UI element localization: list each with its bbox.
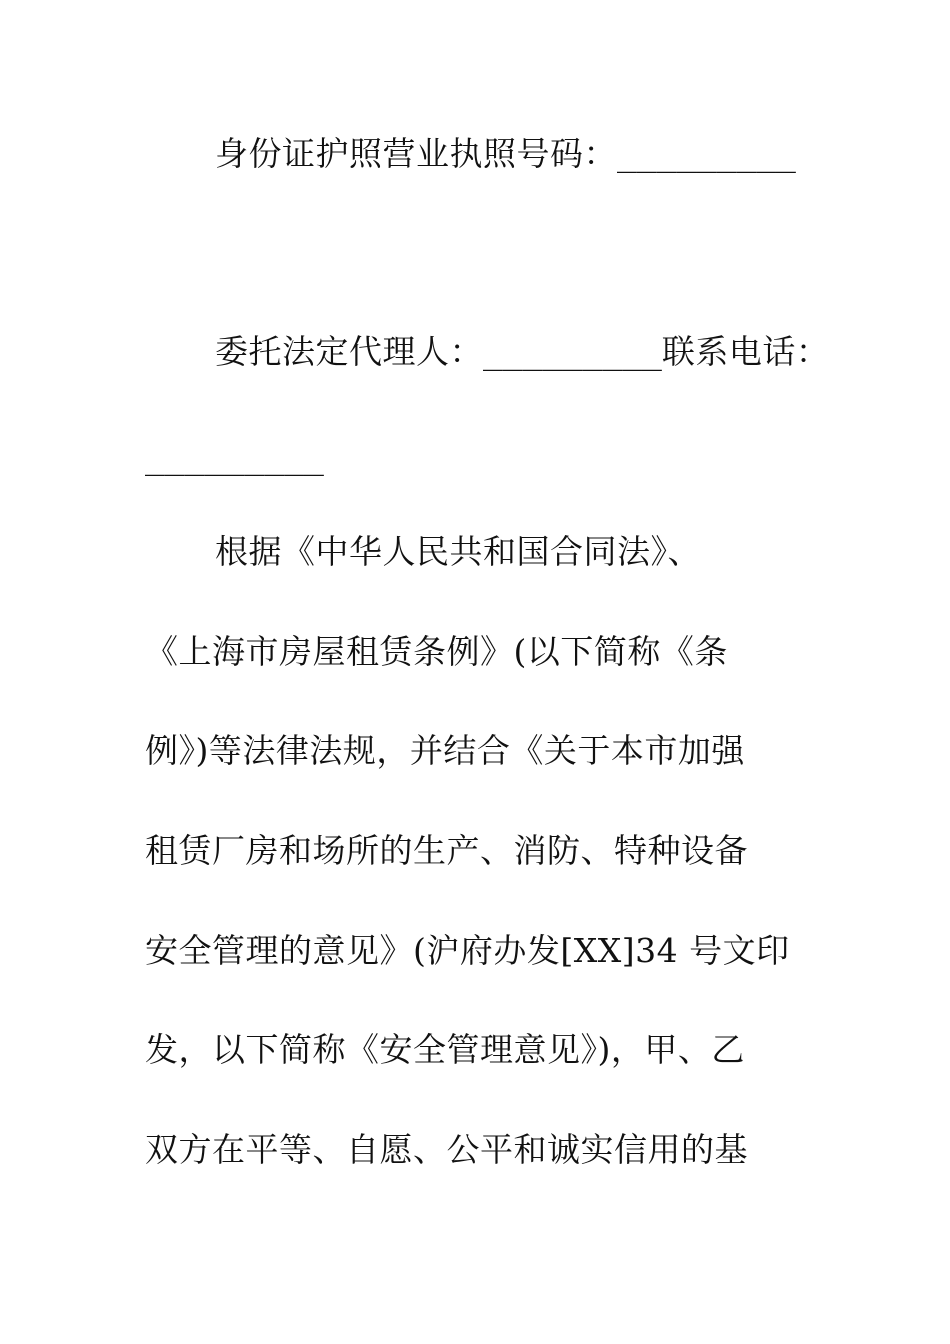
phone-blank: _________	[145, 437, 324, 476]
phone-label: 联系电话：	[661, 332, 830, 371]
id-number-blank: _________	[617, 134, 796, 173]
paragraph-line-4: 租赁厂房和场所的生产、消防、特种设备	[145, 831, 748, 870]
paragraph-line-3: 例》)等法律法规，并结合《关于本市加强	[145, 731, 745, 770]
agent-line	[215, 332, 829, 372]
paragraph-line-6: 发，以下简称《安全管理意见》)，甲、乙	[145, 1030, 745, 1069]
paragraph-line-7: 双方在平等、自愿、公平和诚实信用的基	[145, 1130, 748, 1169]
paragraph-line-2: 《上海市房屋租赁条例》(以下简称《条	[145, 632, 728, 671]
id-number-label: 身份证护照营业执照号码：	[215, 134, 617, 173]
id-number-line	[215, 134, 796, 174]
paragraph-line-1: 根据《中华人民共和国合同法》、	[215, 532, 701, 571]
agent-label: 委托法定代理人：	[215, 332, 483, 371]
paragraph-line-5: 安全管理的意见》(沪府办发[XX]34 号文印	[145, 931, 790, 970]
agent-blank: _________	[483, 332, 662, 371]
